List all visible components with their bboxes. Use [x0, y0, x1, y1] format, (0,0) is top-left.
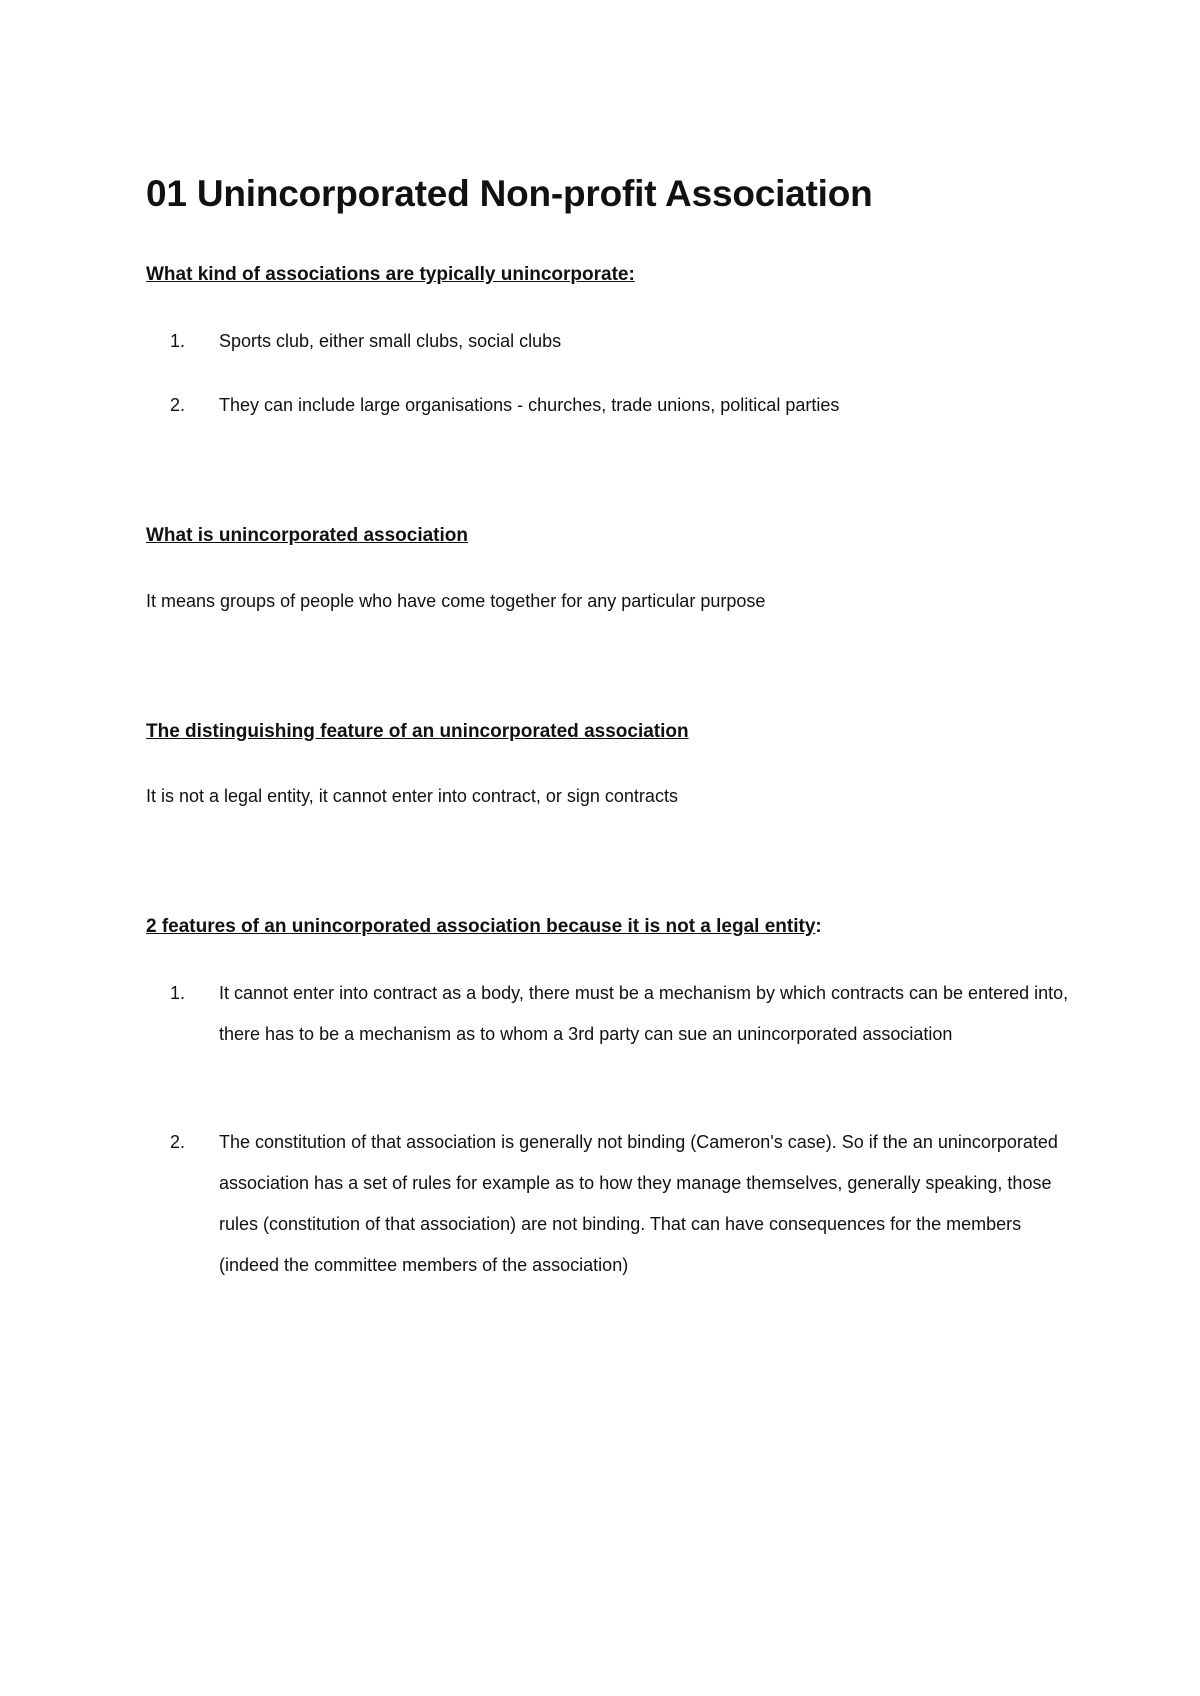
section3-paragraph: It is not a legal entity, it cannot enter into contract, or sign contracts — [146, 786, 678, 806]
list-item-text: It cannot enter into contract as a body, there must be a mechanism by which contracts can be entered into, there has to be a mechanism as to whom a 3rd party can sue an unincorporated association — [219, 983, 1069, 1044]
document-title: 01 Unincorporated Non-profit Association — [146, 173, 873, 214]
list-item — [170, 1122, 1070, 1286]
section3-heading: The distinguishing feature of an unincorporated association — [146, 721, 689, 742]
section2-heading: What is unincorporated association — [146, 525, 468, 546]
list-item — [170, 321, 1070, 362]
list-item-number: 1. — [170, 331, 186, 351]
section1-heading: What kind of associations are typically unincorporate: — [146, 264, 635, 285]
list-item-text: Sports club, either small clubs, social clubs — [219, 331, 562, 351]
section4-heading-suffix: : — [815, 916, 822, 937]
list-item-text: They can include large organisations - churches, trade unions, political parties — [219, 395, 840, 415]
section4-heading-text: 2 features of an unincorporated association because it is not a legal entity — [146, 916, 816, 937]
list-item-text: The constitution of that association is generally not binding (Cameron's case). So if the an unincorporated association has a set of rules for example as to how they manage themselves, generally speaking, those rules (constitution of that association) are not binding. That can have consequences for the members (indeed the committee members of the association) — [219, 1132, 1058, 1275]
section2-paragraph: It means groups of people who have come together for any particular purpose — [146, 591, 766, 611]
list-item — [170, 385, 1070, 426]
list-item-number: 2. — [170, 395, 186, 415]
section4-heading — [146, 914, 822, 940]
list-item-number: 1. — [170, 983, 186, 1003]
list-item-number: 2. — [170, 1132, 186, 1152]
list-item — [170, 973, 1070, 1055]
